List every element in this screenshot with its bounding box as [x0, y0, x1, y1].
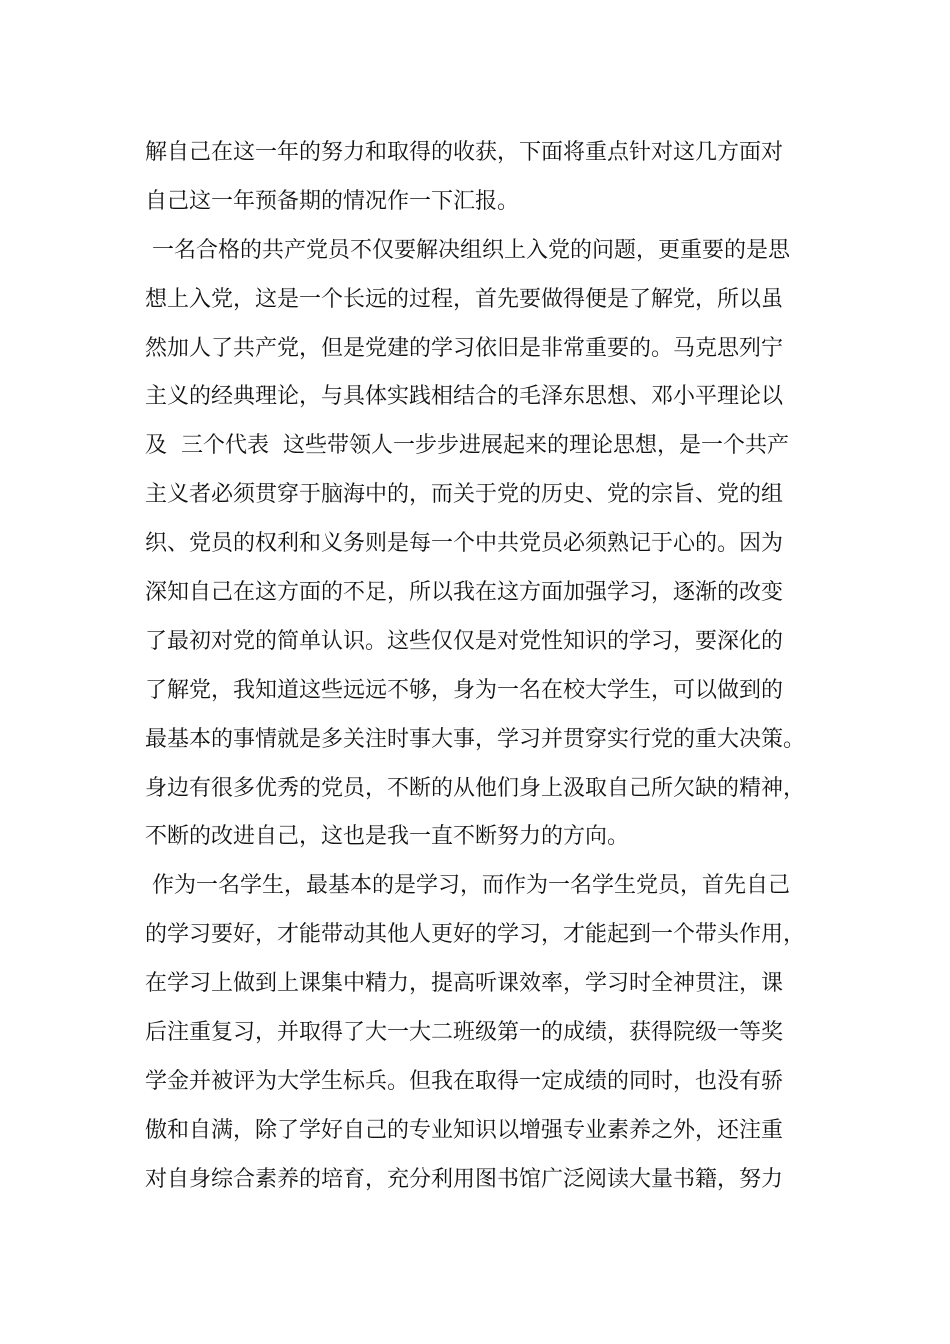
text-line: 学金并被评为大学生标兵。但我在取得一定成绩的同时，也没有骄: [145, 1068, 784, 1094]
text-line: 最基本的事情就是多关注时事大事，学习并贯穿实行党的重大决策。: [145, 726, 806, 752]
text-line: 在学习上做到上课集中精力，提高听课效率，学习时全神贯注，课: [145, 971, 784, 997]
text-line: 解自己在这一年的努力和取得的收获，下面将重点针对这几方面对: [145, 140, 784, 165]
text-line: 了解党，我知道这些远远不够，身为一名在校大学生，可以做到的: [145, 677, 784, 703]
text-line: 对自身综合素养的培育，充分利用图书馆广泛阅读大量书籍，努力: [145, 1166, 784, 1192]
text-line: 了最初对党的简单认识。这些仅仅是对党性知识的学习，要深化的: [145, 628, 784, 654]
text-line: 一名合格的共产党员不仅要解决组织上入党的问题，更重要的是思: [145, 237, 790, 263]
text-line: 主义者必须贯穿于脑海中的，而关于党的历史、党的宗旨、党的组: [145, 482, 784, 508]
text-line: 及 三个代表 这些带领人一步步进展起来的理论思想，是一个共产: [145, 433, 789, 459]
text-line: 不断的改进自己，这也是我一直不断努力的方向。: [145, 824, 630, 850]
text-line: 深知自己在这方面的不足，所以我在这方面加强学习，逐渐的改变: [145, 580, 784, 606]
text-line: 织、党员的权利和义务则是每一个中共党员必须熟记于心的。因为: [145, 531, 784, 557]
text-line: 傲和自满，除了学好自己的专业知识以增强专业素养之外，还注重: [145, 1117, 784, 1143]
text-line: 后注重复习，并取得了大一大二班级第一的成绩，获得院级一等奖: [145, 1020, 784, 1046]
text-line: 主义的经典理论，与具体实践相结合的毛泽东思想、邓小平理论以: [145, 384, 784, 410]
text-line: 身边有很多优秀的党员，不断的从他们身上汲取自己所欠缺的精神，: [145, 775, 806, 801]
text-line: 然加人了共产党，但是党建的学习依旧是非常重要的。马克思列宁: [145, 335, 784, 361]
text-line: 自己这一年预备期的情况作一下汇报。: [145, 188, 520, 214]
text-line: 想上入党，这是一个长远的过程，首先要做得便是了解党，所以虽: [145, 286, 784, 312]
text-line: 作为一名学生，最基本的是学习，而作为一名学生党员，首先自己: [145, 873, 790, 899]
text-line: 的学习要好，才能带动其他人更好的学习，才能起到一个带头作用，: [145, 922, 806, 948]
document-body: [145, 129, 825, 1205]
